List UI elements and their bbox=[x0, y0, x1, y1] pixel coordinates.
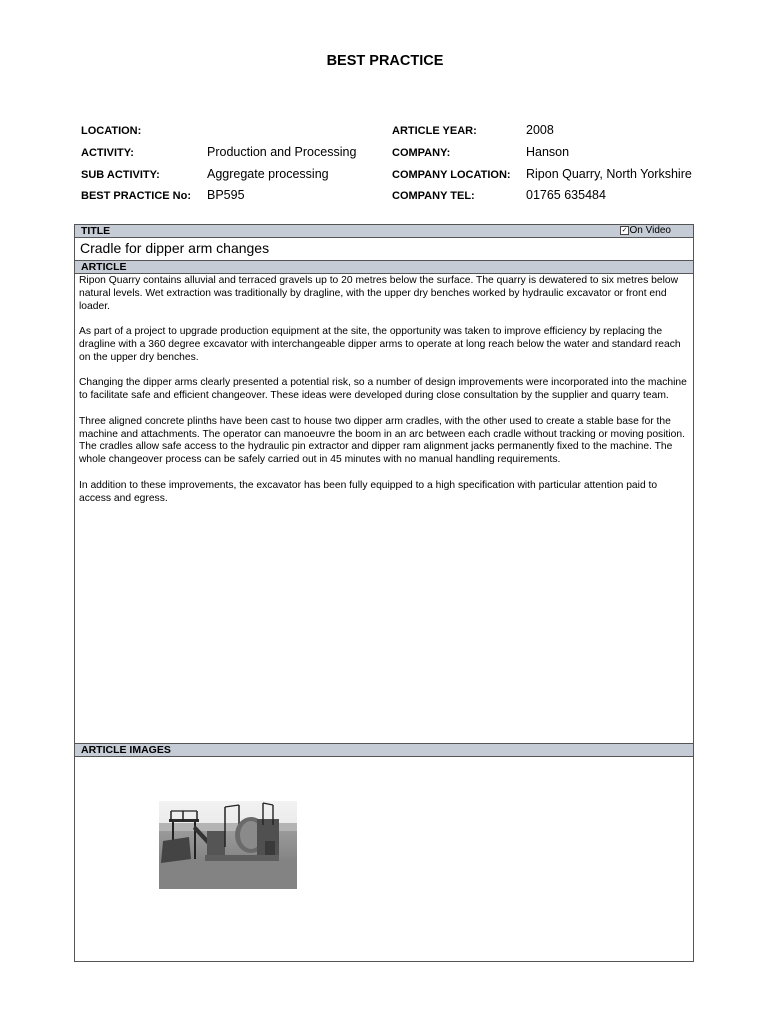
company-location-value: Ripon Quarry, North Yorkshire bbox=[526, 167, 692, 181]
article-paragraph: As part of a project to upgrade production equipment at the site, the opportunity was taken to improve efficiency by replacing the dragline with a 360 degree excavator with interchangeable dipper arms to operate at long reach below the water and standard reach on the upper dry benches. bbox=[79, 326, 681, 363]
location-label: LOCATION: bbox=[81, 125, 142, 137]
images-section-bar bbox=[75, 743, 693, 757]
company-tel-label: COMPANY TEL: bbox=[392, 190, 475, 202]
article-paragraph: Changing the dipper arms clearly presented a potential risk, so a number of design improvements were incorporated into the machine to facilitate safe and efficient changeover. These ideas were developed during close consultation by the supplier and quarry team. bbox=[79, 377, 687, 402]
article-section-label: ARTICLE bbox=[81, 261, 127, 273]
article-paragraph: In addition to these improvements, the excavator has been fully equipped to a high specification with particular attention paid to access and egress. bbox=[79, 479, 658, 504]
bp-no-value: BP595 bbox=[207, 188, 245, 202]
article-paragraph: Ripon Quarry contains alluvial and terraced gravels up to 20 metres below the surface. The quarry is dewatered to six metres below natural levels. Wet extraction was traditionally by dragline, with the upper dry benches worked by hydraulic excavator or front end loader. bbox=[79, 275, 679, 312]
article-title: Cradle for dipper arm changes bbox=[80, 240, 270, 256]
on-video-checkbox[interactable]: ✓ bbox=[621, 227, 628, 234]
title-section-bar bbox=[75, 224, 693, 238]
company-location-label: COMPANY LOCATION: bbox=[392, 169, 511, 181]
sub-activity-value: Aggregate processing bbox=[207, 167, 329, 181]
images-section-label: ARTICLE IMAGES bbox=[81, 744, 171, 756]
excavator-cradle-photo bbox=[159, 801, 297, 889]
activity-value: Production and Processing bbox=[207, 145, 357, 159]
page-title: BEST PRACTICE bbox=[326, 53, 444, 69]
company-value: Hanson bbox=[526, 145, 570, 159]
article-paragraph: Three aligned concrete plinths have been cast to house two dipper arm cradles, with the other used to create a stable base for the machine and attachments. The operator can manoeuvre the boom in an arc between each cradle without tracking or moving position. The cradles allow safe access to the hydraulic pin extractor and dipper ram alignment jacks permanently fixed to the machine. The whole changeover process can be safely carried out in 45 minutes with no manual handling requirements. bbox=[79, 415, 685, 466]
company-label: COMPANY: bbox=[392, 147, 451, 159]
article-year-value: 2008 bbox=[526, 123, 554, 137]
title-section-label: TITLE bbox=[81, 225, 111, 237]
bp-no-label: BEST PRACTICE No: bbox=[81, 190, 191, 202]
sub-activity-label: SUB ACTIVITY: bbox=[81, 169, 160, 181]
article-section-bar bbox=[75, 260, 693, 274]
article-form bbox=[74, 224, 694, 962]
article-year-label: ARTICLE YEAR: bbox=[392, 125, 477, 137]
on-video-label: On Video bbox=[629, 225, 671, 236]
activity-label: ACTIVITY: bbox=[81, 147, 134, 159]
company-tel-value: 01765 635484 bbox=[526, 188, 606, 202]
article-body bbox=[79, 275, 691, 518]
